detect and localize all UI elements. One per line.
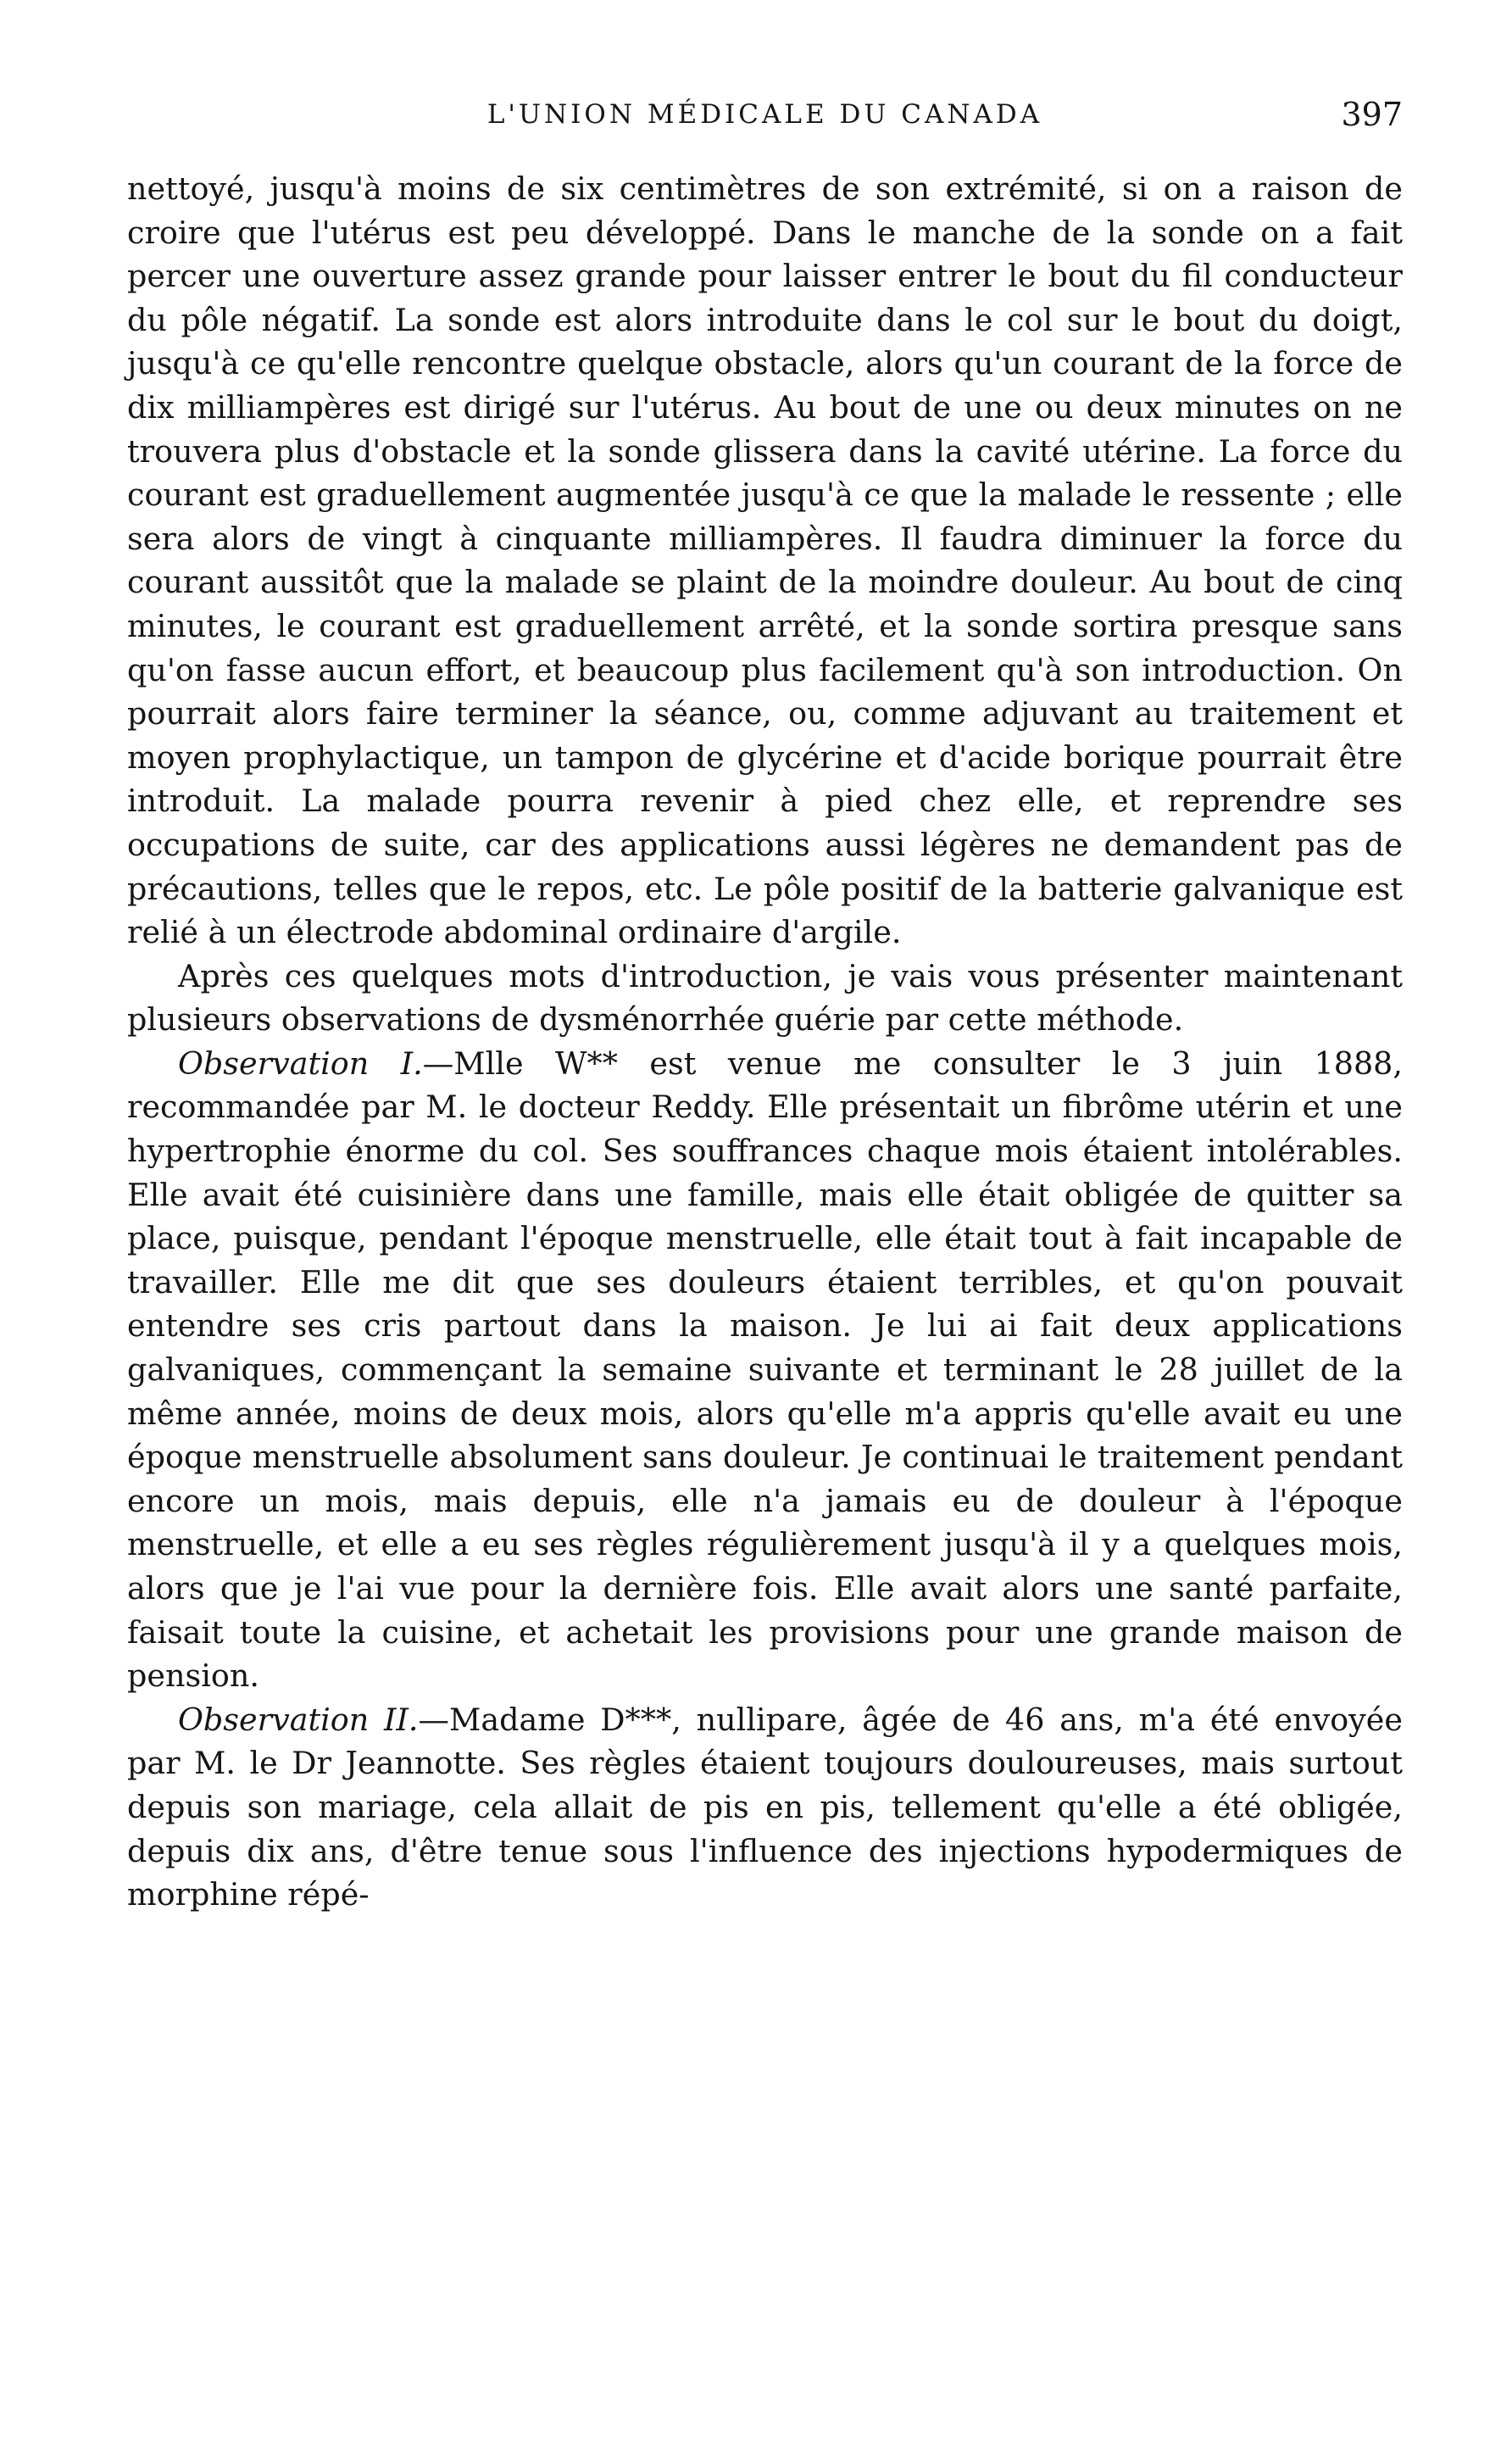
body-text (127, 167, 1403, 1917)
paragraph-observation-1 (127, 1042, 1403, 1698)
observation-2-text: —Madame D***, nullipare, âgée de 46 ans, m'a été envoyée par M. le Dr Jeannotte. Ses règles étaient toujours douloureuses, mais surtout depuis son mariage, cela allait de pis en pis, tellement qu'elle a été obligée, depuis dix ans, d'être tenue sous l'influence des injections hypodermiques de morphine répé- (127, 1701, 1403, 1913)
observation-1-text: —Mlle W** est venue me consulter le 3 juin 1888, recommandée par M. le docteur Reddy. Elle présentait un fibrôme utérin et une hypertrophie énorme du col. Ses souffrances chaque mois étaient intolérables. Elle avait été cuisinière dans une famille, mais elle était obligée de quitter sa place, puisque, pendant l'époque menstruelle, elle était tout à fait incapable de travailler. Elle me dit que ses douleurs étaient terribles, et qu'on pouvait entendre ses cris partout dans la maison. Je lui ai fait deux applications galvaniques, commençant la semaine suivante et terminant le 28 juillet de la même année, moins de deux mois, alors qu'elle m'a appris qu'elle avait eu une époque menstruelle absolument sans douleur. Je continuai le traitement pendant encore un mois, mais depuis, elle n'a jamais eu de douleur à l'époque menstruelle, et elle a eu ses règles régulièrement jusqu'à il y a quelques mois, alors que je l'ai vue pour la dernière fois. Elle avait alors une santé parfaite, faisait toute la cuisine, et achetait les provisions pour une grande maison de pension. (127, 1044, 1403, 1695)
journal-title: L'UNION MÉDICALE DU CANADA (486, 99, 1043, 130)
paragraph-observation-2 (127, 1698, 1403, 1917)
page-number: 397 (1341, 96, 1403, 133)
observation-2-heading: Observation II. (178, 1701, 419, 1738)
paragraph-introduction-text: Après ces quelques mots d'introduction, je vais vous présenter maintenant plusieurs observations de dysménorrhée guérie par cette méthode. (127, 957, 1403, 1039)
observation-1-heading: Observation I. (178, 1044, 423, 1082)
running-header (127, 81, 1403, 148)
paragraph-procedure (127, 167, 1403, 955)
paragraph-introduction (127, 955, 1403, 1042)
paragraph-procedure-text: nettoyé, jusqu'à moins de six centimètres de son extrémité, si on a raison de croire que l'utérus est peu développé. Dans le manche de la sonde on a fait percer une ouverture assez grande pour laisser entrer le bout du fil conducteur du pôle négatif. La sonde est alors introduite dans le col sur le bout du doigt, jusqu'à ce qu'elle rencontre quelque obstacle, alors qu'un courant de la force de dix milliampères est dirigé sur l'utérus. Au bout de une ou deux minutes on ne trouvera plus d'obstacle et la sonde glissera dans la cavité utérine. La force du courant est graduellement augmentée jusqu'à ce que la malade le ressente ; elle sera alors de vingt à cinquante milliampères. Il faudra diminuer la force du courant aussitôt que la malade se plaint de la moindre douleur. Au bout de cinq minutes, le courant est graduellement arrêté, et la sonde sortira presque sans qu'on fasse aucun effort, et beaucoup plus facilement qu'à son introduction. On pourrait alors faire terminer la séance, ou, comme adjuvant au traitement et moyen prophylactique, un tampon de glycérine et d'acide borique pourrait être introduit. La malade pourra revenir à pied chez elle, et reprendre ses occupations de suite, car des applications aussi légères ne demandent pas de précautions, telles que le repos, etc. Le pôle positif de la batterie galvanique est relié à un électrode abdominal ordinaire d'argile. (127, 170, 1403, 951)
document-page (127, 81, 1403, 1917)
